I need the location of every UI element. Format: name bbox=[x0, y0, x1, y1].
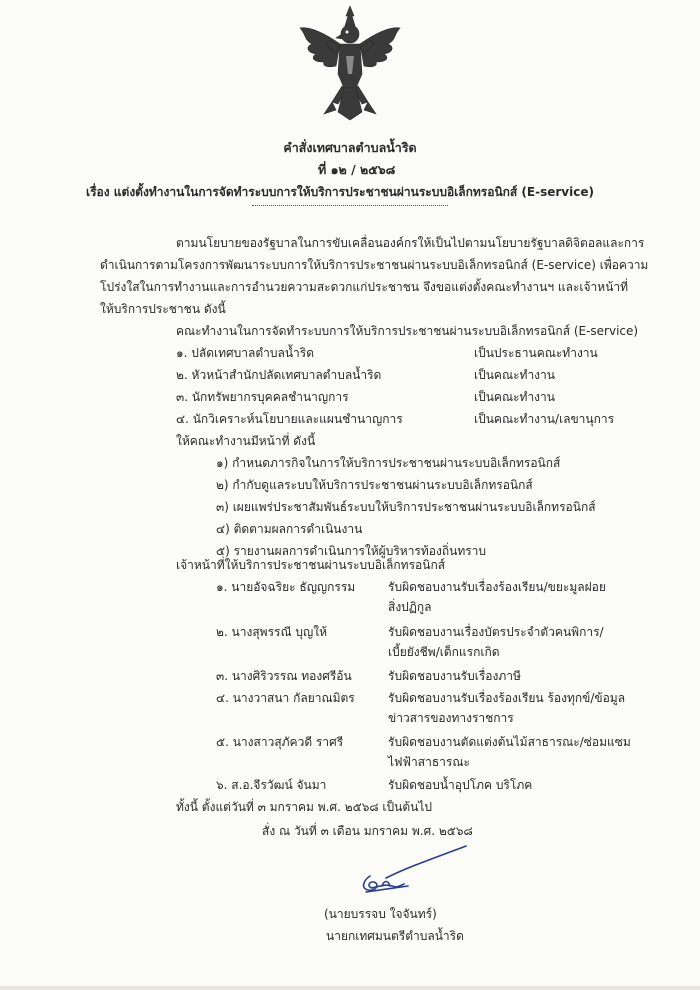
officer-duty-cont: ข่าวสารของทางราชการ bbox=[388, 711, 514, 725]
committee-member-name: ๔. นักวิเคราะห์นโยบายและแผนชำนาญการ bbox=[176, 412, 403, 426]
officer-name: ๖. ส.อ.จีรวัฒน์ จันมา bbox=[216, 778, 327, 792]
garuda-emblem-icon bbox=[296, 4, 404, 128]
committee-member-role: เป็นคณะทำงาน/เลขานุการ bbox=[474, 412, 615, 426]
signature-image bbox=[330, 836, 480, 906]
ordered-date: สั่ง ณ วันที่ ๓ เดือน มกราคม พ.ศ. ๒๕๖๘ bbox=[262, 824, 473, 838]
committee-member-name: ๓. นักทรัพยากรบุคคลชำนาญการ bbox=[176, 390, 349, 404]
officer-duty-cont: ไฟฟ้าสาธารณะ bbox=[388, 755, 470, 769]
officer-name: ๑. นายอัจฉริยะ ธัญญกรรม bbox=[216, 580, 356, 594]
officer-name: ๔. นางวาสนา กัลยาณมิตร bbox=[216, 691, 355, 705]
scan-edge bbox=[0, 986, 700, 990]
intro-line: ตามนโยบายของรัฐบาลในการขับเคลื่อนองค์กรให้เป็นไปตามนโยบายรัฐบาลดิจิตอลและการ bbox=[176, 236, 645, 250]
duty-item: ๑) กำหนดภารกิจในการให้บริการประชาชนผ่านระบบอิเล็กทรอนิกส์ bbox=[216, 456, 561, 470]
duty-item: ๓) เผยแพร่ประชาสัมพันธ์ระบบให้บริการประชาชนผ่านระบบอิเล็กทรอนิกส์ bbox=[216, 500, 596, 514]
officer-duty: รับผิดชอบงานเรื่องบัตรประจำตัวคนพิการ/ bbox=[388, 625, 604, 639]
officer-name: ๓. นางศิริวรรณ ทองศรีอ้น bbox=[216, 669, 352, 683]
effective-date: ทั้งนี้ ตั้งแต่วันที่ ๓ มกราคม พ.ศ. ๒๕๖๘ เป็นต้นไป bbox=[176, 800, 432, 814]
officer-duty-cont: เบี้ยยังชีพ/เด็กแรกเกิด bbox=[388, 645, 500, 659]
duty-item: ๒) กำกับดูแลระบบให้บริการประชาชนผ่านระบบอิเล็กทรอนิกส์ bbox=[216, 478, 533, 492]
officer-name: ๕. นางสาวสุภัควดี ราศรี bbox=[216, 735, 344, 749]
officer-duty: รับผิดชอบงานรับเรื่องร้องเรียน ร้องทุกข์/ข้อมูล bbox=[388, 691, 626, 705]
officer-duty: รับผิดชอบงานรับเรื่องภาษี bbox=[388, 669, 521, 683]
officer-duty: รับผิดชอบงานตัดแต่งต้นไม้สาธารณะ/ซ่อมแซม bbox=[388, 735, 631, 749]
committee-member-name: ๒. หัวหน้าสำนักปลัดเทศบาลตำบลน้ำริด bbox=[176, 368, 382, 382]
committee-member-name: ๑. ปลัดเทศบาลตำบลน้ำริด bbox=[176, 346, 315, 360]
signatory-position: นายกเทศมนตรีตำบลน้ำริด bbox=[326, 929, 464, 943]
intro-line: ดำเนินการตามโครงการพัฒนาระบบการให้บริการประชาชนผ่านระบบอิเล็กทรอนิกส์ (E-service) เพื่อความ bbox=[100, 258, 649, 272]
subject-line: เรื่อง แต่งตั้งทำงานในการจัดทำระบบการให้บริการประชาชนผ่านระบบอิเล็กทรอนิกส์ (E-service) bbox=[86, 185, 594, 199]
intro-line: โปร่งใสในการทำงานและการอำนวยความสะดวกแก่ประชาชน จึงขอแต่งตั้งคณะทำงานฯ และเจ้าหน้าที่ bbox=[100, 280, 629, 294]
committee-heading: คณะทำงานในการจัดทำระบบการให้บริการประชาชนผ่านระบบอิเล็กทรอนิกส์ (E-service) bbox=[176, 324, 639, 338]
committee-member-role: เป็นประธานคณะทำงาน bbox=[474, 346, 598, 360]
duty-item: ๕) รายงานผลการดำเนินการให้ผู้บริหารท้องถิ่นทราบ bbox=[216, 544, 487, 558]
org-title: คำสั่งเทศบาลตำบลน้ำริด bbox=[283, 140, 417, 155]
order-number: ที่ ๑๒ / ๒๕๖๘ bbox=[318, 162, 396, 177]
officer-duty: รับผิดชอบน้ำอุปโภค บริโภค bbox=[388, 778, 533, 792]
duty-item: ๔) ติดตามผลการดำเนินงาน bbox=[216, 522, 363, 536]
officer-duty: รับผิดชอบงานรับเรื่องร้องเรียน/ขยะมูลฝอย bbox=[388, 580, 606, 594]
duties-heading: ให้คณะทำงานมีหน้าที่ ดังนี้ bbox=[176, 434, 316, 448]
officer-duty-cont: สิ่งปฏิกูล bbox=[388, 600, 432, 614]
officer-name: ๒. นางสุพรรณี บุญให้ bbox=[216, 625, 328, 639]
signatory-name: (นายบรรจบ ใจจันทร์) bbox=[324, 907, 437, 921]
committee-member-role: เป็นคณะทำงาน bbox=[474, 368, 555, 382]
officers-heading: เจ้าหน้าที่ให้บริการประชาชนผ่านระบบอิเล็กทรอนิกส์ bbox=[176, 558, 446, 572]
committee-member-role: เป็นคณะทำงาน bbox=[474, 390, 555, 404]
intro-line: ให้บริการประชาชน ดังนี้ bbox=[100, 302, 226, 316]
divider bbox=[252, 205, 448, 206]
